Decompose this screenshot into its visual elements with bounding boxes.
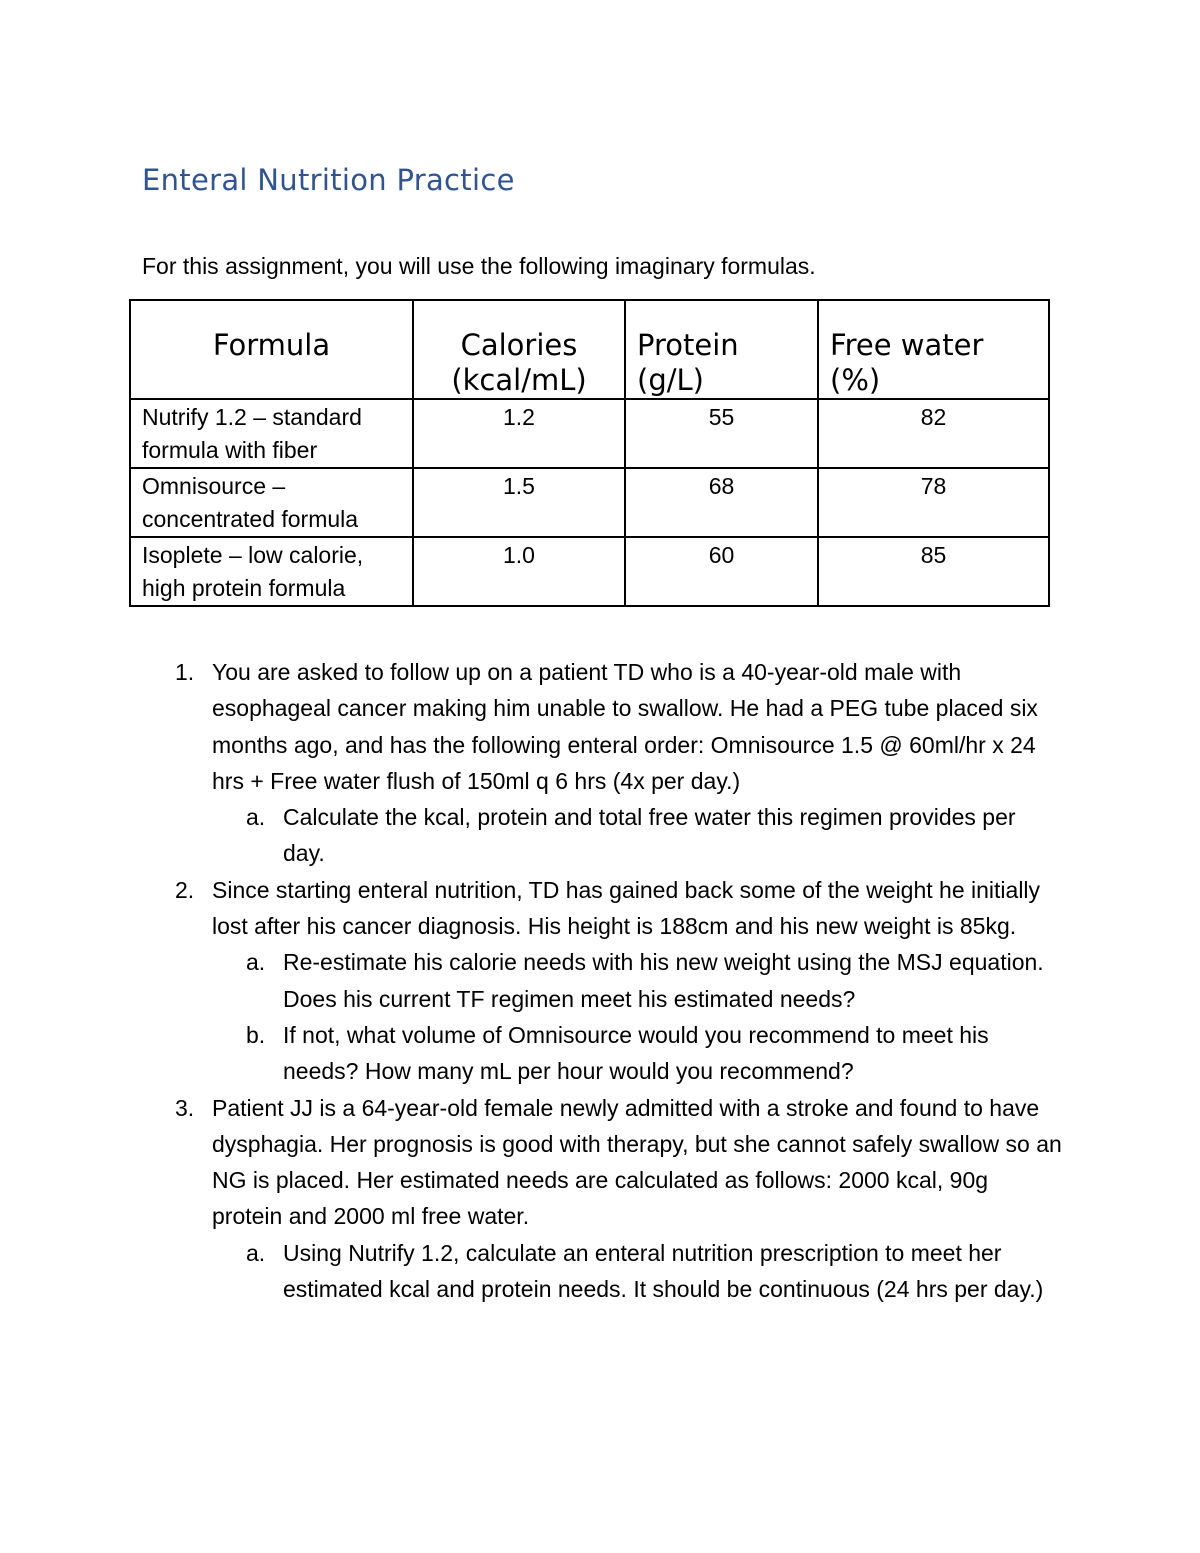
question-text: Since starting enteral nutrition, TD has gained back some of the weight he initially lost after his cancer diagnosis. His height is 188cm and his new weight is 85kg. [212, 876, 1041, 940]
protein-value: 68 [625, 468, 818, 537]
intro-text: For this assignment, you will use the following imaginary formulas. [142, 253, 816, 279]
page-title: Enteral Nutrition Practice [142, 163, 515, 197]
formula-table [129, 299, 1050, 607]
formula-name: Nutrify 1.2 – standard formula with fiber [130, 399, 413, 468]
calories-value: 1.2 [413, 399, 625, 468]
question-2a [0, 944, 1063, 1017]
question-number: 3. [175, 1094, 195, 1121]
table-header-row [130, 300, 1049, 399]
header-protein: Protein (g/L) [625, 300, 818, 399]
question-3 [0, 1090, 1062, 1235]
calories-value: 1.5 [413, 468, 625, 537]
protein-value: 55 [625, 399, 818, 468]
question-list [0, 654, 1200, 1307]
free-water-value: 78 [818, 468, 1049, 537]
sub-question-text: If not, what volume of Omnisource would you recommend to meet his needs? How many mL per hour would you recommend? [283, 1021, 989, 1085]
question-2 [0, 872, 1062, 945]
sub-question-letter: a. [246, 804, 266, 831]
question-number: 2. [175, 876, 195, 903]
question-3a [0, 1235, 1063, 1308]
formula-name: Isoplete – low calorie, high protein formula [130, 537, 413, 606]
question-text: You are asked to follow up on a patient TD who is a 40-year-old male with esophageal cancer making him unable to swallow. He had a PEG tube placed six months ago, and has the following enteral order: Omnisource 1.5 @ 60ml/hr x 24 hrs + Free water flush of 150ml q 6 hrs (4x per day.) [212, 659, 1038, 794]
header-calories: Calories (kcal/mL) [413, 300, 625, 399]
formula-name: Omnisource – concentrated formula [130, 468, 413, 537]
table-row [130, 399, 1049, 468]
table-row [130, 468, 1049, 537]
protein-value: 60 [625, 537, 818, 606]
free-water-value: 82 [818, 399, 1049, 468]
sub-question-text: Calculate the kcal, protein and total free water this regimen provides per day. [283, 804, 1016, 867]
sub-question-text: Re-estimate his calorie needs with his new weight using the MSJ equation. Does his current TF regimen meet his estimated needs? [283, 949, 1044, 1012]
sub-question-letter: a. [246, 1239, 266, 1266]
question-number: 1. [175, 659, 195, 685]
sub-question-letter: b. [246, 1021, 266, 1048]
question-1a [0, 799, 1063, 872]
question-2b [0, 1017, 1063, 1090]
question-1 [0, 654, 1062, 799]
sub-question-letter: a. [246, 949, 266, 976]
table-row [130, 537, 1049, 606]
free-water-value: 85 [818, 537, 1049, 606]
question-text: Patient JJ is a 64-year-old female newly admitted with a stroke and found to have dysphagia. Her prognosis is good with therapy, but she cannot safely swallow so an NG is placed. Her estimated needs are calculated as follows: 2000 kcal, 90g protein and 2000 ml free water. [212, 1094, 1062, 1230]
sub-question-text: Using Nutrify 1.2, calculate an enteral nutrition prescription to meet her estimated kcal and protein needs. It should be continuous (24 hrs per day.) [283, 1239, 1044, 1303]
calories-value: 1.0 [413, 537, 625, 606]
header-formula: Formula [130, 300, 413, 399]
header-free-water: Free water (%) [818, 300, 1049, 399]
